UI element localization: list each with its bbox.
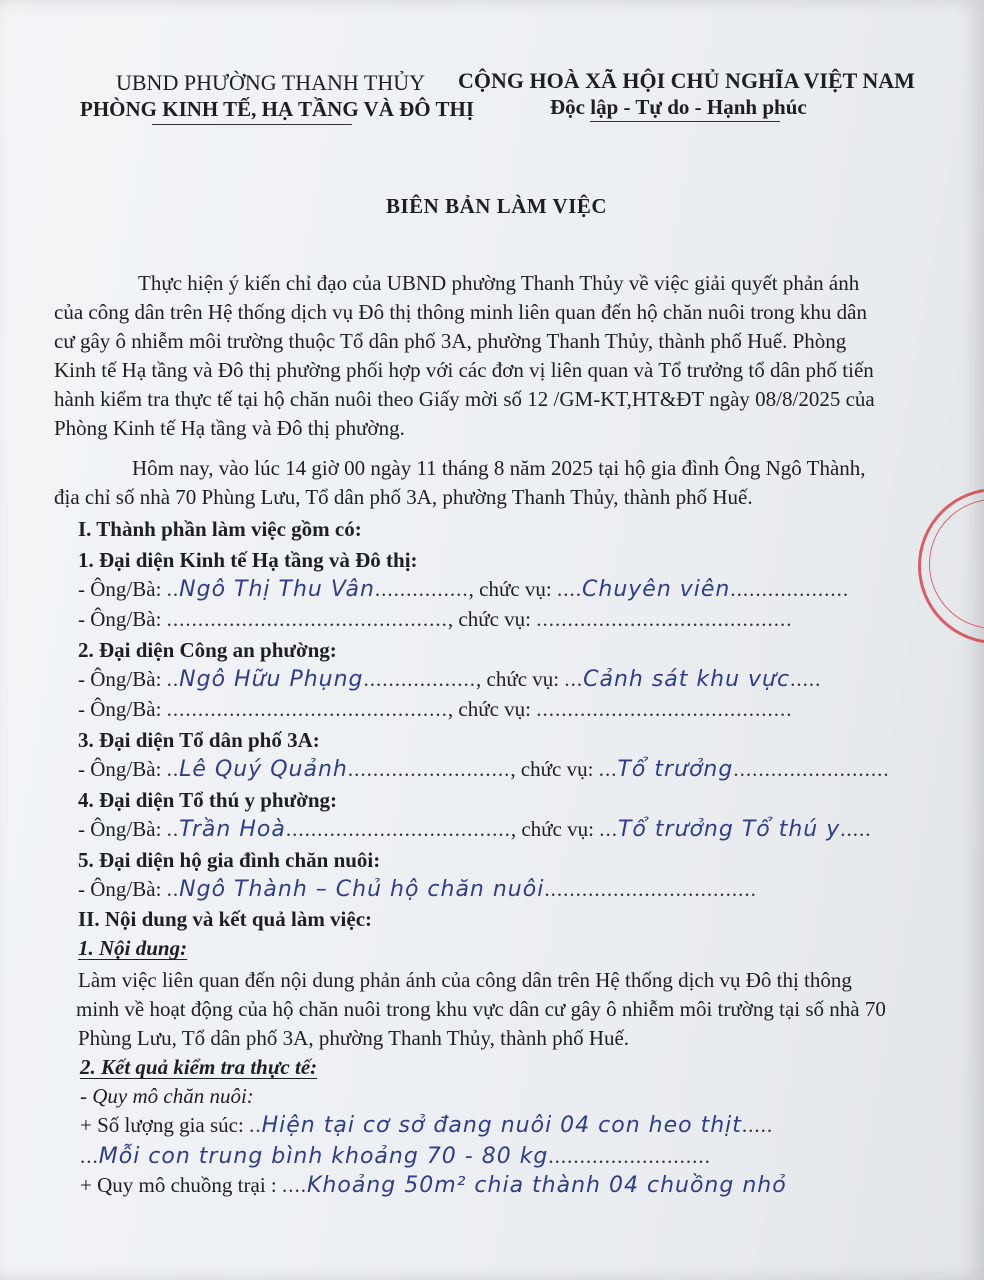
- content-subheading: 1. Nội dung:: [78, 936, 188, 960]
- participant-row-empty: - Ông/Bà: ............................................., chức vụ: .........................................: [78, 607, 793, 631]
- position-label: , chức vụ:: [510, 757, 594, 781]
- meeting-time-line: Hôm nay, vào lúc 14 giờ 00 ngày 11 tháng 8 năm 2025 tại hộ gia đình Ông Ngô Thành,: [132, 456, 866, 480]
- livestock-value: Hiện tại cơ sở đang nuôi 04 con heo thịt: [261, 1113, 742, 1138]
- participant-name: Ngô Hữu Phụng: [179, 667, 364, 692]
- participant-position: Chuyên viên: [582, 577, 731, 602]
- participant-position: Tổ trưởng Tổ thú y: [617, 817, 841, 842]
- content-line: Phùng Lưu, Tổ dân phố 3A, phường Thanh Thủy, thành phố Huế.: [78, 1026, 630, 1050]
- group-5-title: 5. Đại diện hộ gia đình chăn nuôi:: [78, 848, 381, 872]
- motto-underline: [590, 121, 780, 122]
- section-1-heading: I. Thành phần làm việc gồm có:: [78, 517, 362, 541]
- meeting-address-line: địa chỉ số nhà 70 Phùng Lưu, Tổ dân phố 3A, phường Thanh Thủy, thành phố Huế.: [54, 485, 753, 509]
- participant-name: Lê Quý Quảnh: [179, 757, 348, 782]
- group-2-title: 2. Đại diện Công an phường:: [78, 638, 337, 662]
- person-label: - Ông/Bà:: [78, 817, 162, 841]
- participant-row: - Ông/Bà: ..Ngô Thành – Chủ hộ chăn nuôi..................................: [78, 877, 757, 902]
- scale-label: - Quy mô chăn nuôi:: [80, 1084, 254, 1108]
- participant-name: Trần Hoà: [179, 817, 286, 842]
- group-1-title: 1. Đại diện Kinh tế Hạ tầng và Đô thị:: [78, 548, 418, 572]
- person-label: - Ông/Bà:: [78, 667, 162, 691]
- intro-line: Kinh tế Hạ tầng và Đô thị phường phối hợp với các đơn vị liên quan và Tổ trưởng tổ dân phố tiến: [54, 358, 874, 382]
- stamp-inner-ring: [929, 499, 984, 629]
- barn-row: + Quy mô chuồng trại : ....Khoảng 50m² chia thành 04 chuồng nhỏ: [80, 1173, 787, 1198]
- org-underline: [152, 124, 352, 125]
- content-line: minh về hoạt động của hộ chăn nuôi trong khu vực dân cư gây ô nhiễm môi trường tại số nhà 70: [76, 997, 886, 1021]
- livestock-label: + Số lượng gia súc:: [80, 1113, 244, 1137]
- person-label: - Ông/Bà:: [78, 757, 162, 781]
- participant-name: Ngô Thành – Chủ hộ chăn nuôi: [179, 877, 545, 902]
- document-title: BIÊN BẢN LÀM VIỆC: [386, 194, 608, 218]
- section-2-heading: II. Nội dung và kết quả làm việc:: [78, 907, 373, 931]
- participant-row-empty: - Ông/Bà: ............................................., chức vụ: .........................................: [78, 697, 793, 721]
- group-4-title: 4. Đại diện Tổ thú y phường:: [78, 788, 338, 812]
- intro-line: Thực hiện ý kiến chỉ đạo của UBND phường Thanh Thủy về việc giải quyết phản ánh: [138, 271, 860, 295]
- person-label: - Ông/Bà:: [78, 877, 162, 901]
- content-line: Làm việc liên quan đến nội dung phản ánh của công dân trên Hệ thống dịch vụ Đô thị thông: [78, 968, 852, 992]
- position-label: , chức vụ:: [510, 817, 594, 841]
- group-3-title: 3. Đại diện Tổ dân phố 3A:: [78, 728, 320, 752]
- person-label: - Ông/Bà:: [78, 607, 162, 631]
- participant-row: - Ông/Bà: ..Trần Hoà...................................., chức vụ: ...Tổ trưởng Tổ thú y.....: [78, 817, 872, 842]
- intro-line: của công dân trên Hệ thống dịch vụ Đô thị thông minh liên quan đến hộ chăn nuôi trong khu dân: [54, 300, 868, 324]
- livestock-row: + Số lượng gia súc: ..Hiện tại cơ sở đang nuôi 04 con heo thịt.....: [80, 1113, 774, 1138]
- position-label: , chức vụ:: [447, 607, 532, 631]
- participant-row: - Ông/Bà: ..Lê Quý Quảnh.........................., chức vụ: ...Tổ trưởng.........................: [78, 757, 890, 782]
- participant-name: Ngô Thị Thu Vân: [179, 577, 375, 602]
- livestock-row-2: ...Mỗi con trung bình khoảng 70 - 80 kg..........................: [80, 1144, 711, 1169]
- official-stamp: [918, 488, 984, 644]
- participant-row: - Ông/Bà: ..Ngô Hữu Phụng.................., chức vụ: ...Cảnh sát khu vực.....: [78, 667, 822, 692]
- intro-line: cư gây ô nhiễm môi trường thuộc Tổ dân phố 3A, phường Thanh Thủy, thành phố Huế. Phòng: [54, 329, 847, 353]
- participant-position: Tổ trưởng: [617, 757, 734, 782]
- intro-line: hành kiểm tra thực tế tại hộ chăn nuôi theo Giấy mời số 12 /GM-KT,HT&ĐT ngày 08/8/2025 của: [54, 387, 875, 411]
- position-label: , chức vụ:: [447, 697, 532, 721]
- participant-position: Cảnh sát khu vực: [583, 667, 791, 692]
- intro-line: Phòng Kinh tế Hạ tầng và Đô thị phường.: [54, 416, 405, 440]
- barn-label: + Quy mô chuồng trại :: [80, 1173, 277, 1197]
- result-subheading: 2. Kết quả kiểm tra thực tế:: [80, 1055, 318, 1079]
- participant-row: - Ông/Bà: ..Ngô Thị Thu Vân..............., chức vụ: ....Chuyên viên...................: [78, 577, 850, 602]
- person-label: - Ông/Bà:: [78, 697, 162, 721]
- person-label: - Ông/Bà:: [78, 577, 162, 601]
- livestock-value-2: Mỗi con trung bình khoảng 70 - 80 kg: [98, 1144, 549, 1169]
- nation-motto: Độc lập - Tự do - Hạnh phúc: [550, 95, 807, 119]
- org-name: UBND PHƯỜNG THANH THỦY: [116, 70, 425, 95]
- position-label: , chức vụ:: [476, 667, 560, 691]
- nation-title: CỘNG HOÀ XÃ HỘI CHỦ NGHĨA VIỆT NAM: [458, 68, 915, 93]
- position-label: , chức vụ:: [468, 577, 552, 601]
- org-department: PHÒNG KINH TẾ, HẠ TẦNG VÀ ĐÔ THỊ: [80, 97, 475, 121]
- barn-value: Khoảng 50m² chia thành 04 chuồng nhỏ: [306, 1173, 787, 1198]
